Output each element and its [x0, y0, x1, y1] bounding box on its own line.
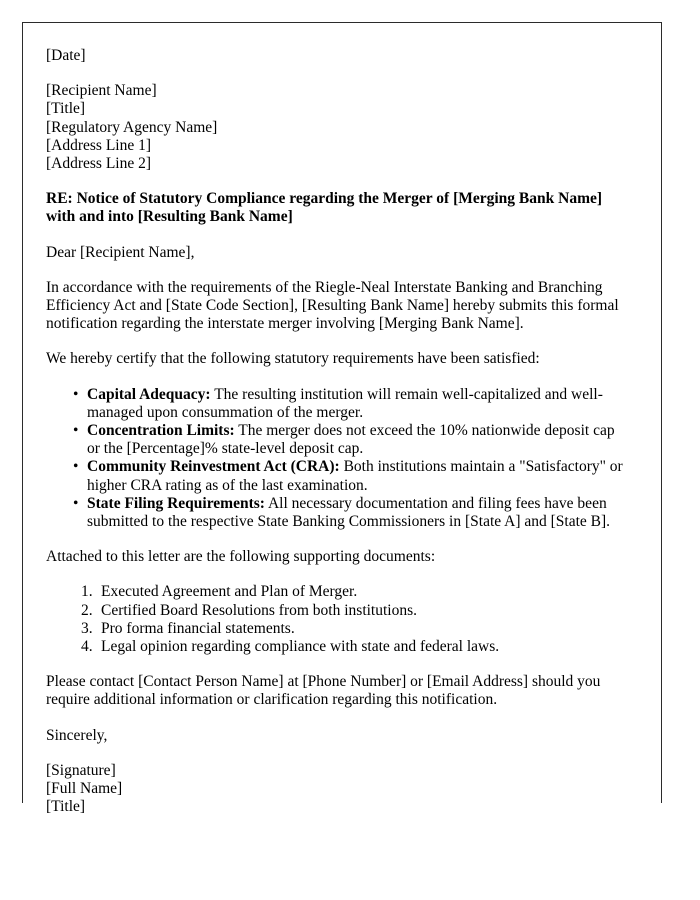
list-item: Certified Board Resolutions from both institutions. — [101, 601, 418, 619]
requirement-text: The resulting institution will remain well-capitalized and well-managed upon consummation of the merger. — [87, 385, 603, 421]
signer-title: [Title] — [46, 798, 86, 816]
requirement-lead: State Filing Requirements: — [87, 494, 265, 512]
requirement-text: The merger does not exceed the 10% nationwide deposit cap or the [Percentage]% state-level deposit cap. — [87, 422, 615, 458]
valediction: Sincerely, — [46, 726, 108, 744]
list-item — [87, 458, 625, 494]
opening-paragraph: In accordance with the requirements of the Riegle-Neal Interstate Banking and Branching Efficiency Act and [State Code Section], [Resulting Bank Name] hereby submits this formal notification regarding the interstate merger involving [Merging Bank Name]. — [46, 278, 619, 333]
statutory-requirements-list — [46, 386, 625, 532]
signer-full-name: [Full Name] — [46, 780, 123, 798]
list-item: Legal opinion regarding compliance with state and federal laws. — [101, 638, 500, 656]
signature-block — [46, 762, 625, 817]
closing-paragraph: Please contact [Contact Person Name] at [Phone Number] or [Email Address] should you require additional information or clarification regarding this notification. — [46, 673, 601, 709]
requirement-lead: Community Reinvestment Act (CRA): — [87, 458, 340, 476]
attachments-intro: Attached to this letter are the following supporting documents: — [46, 548, 436, 566]
requirement-lead: Concentration Limits: — [87, 422, 235, 440]
salutation: Dear [Recipient Name], — [46, 243, 195, 261]
attachments-list — [46, 583, 625, 656]
recipient-title: [Title] — [46, 100, 86, 118]
subject-line — [46, 190, 625, 226]
date-block — [46, 47, 625, 65]
list-item: Executed Agreement and Plan of Merger. — [101, 583, 358, 601]
list-item — [87, 495, 625, 531]
recipient-address-line-1: [Address Line 1] — [46, 136, 152, 154]
subject-line-2: with and into [Resulting Bank Name] — [46, 208, 293, 226]
list-item — [87, 422, 625, 458]
requirement-text: All necessary documentation and filing fees have been submitted to the respective State Banking Commissioners in [State A] and [State B]. — [87, 494, 611, 531]
letter-body — [23, 23, 661, 817]
recipient-address-line-2: [Address Line 2] — [46, 155, 152, 173]
list-item: Pro forma financial statements. — [101, 619, 295, 637]
signature-placeholder: [Signature] — [46, 761, 116, 779]
date-line: [Date] — [46, 47, 86, 64]
recipient-name: [Recipient Name] — [46, 82, 157, 100]
letter-page — [22, 22, 662, 816]
recipient-address-block — [46, 82, 625, 173]
recipient-agency: [Regulatory Agency Name] — [46, 118, 218, 136]
list-item — [87, 386, 625, 422]
requirement-text: Both institutions maintain a "Satisfactory" or higher CRA rating as of the last examination. — [87, 458, 623, 494]
subject-line-1: RE: Notice of Statutory Compliance regarding the Merger of [Merging Bank Name] — [46, 190, 603, 208]
requirement-lead: Capital Adequacy: — [87, 385, 211, 403]
certification-intro: We hereby certify that the following statutory requirements have been satisfied: — [46, 350, 540, 368]
